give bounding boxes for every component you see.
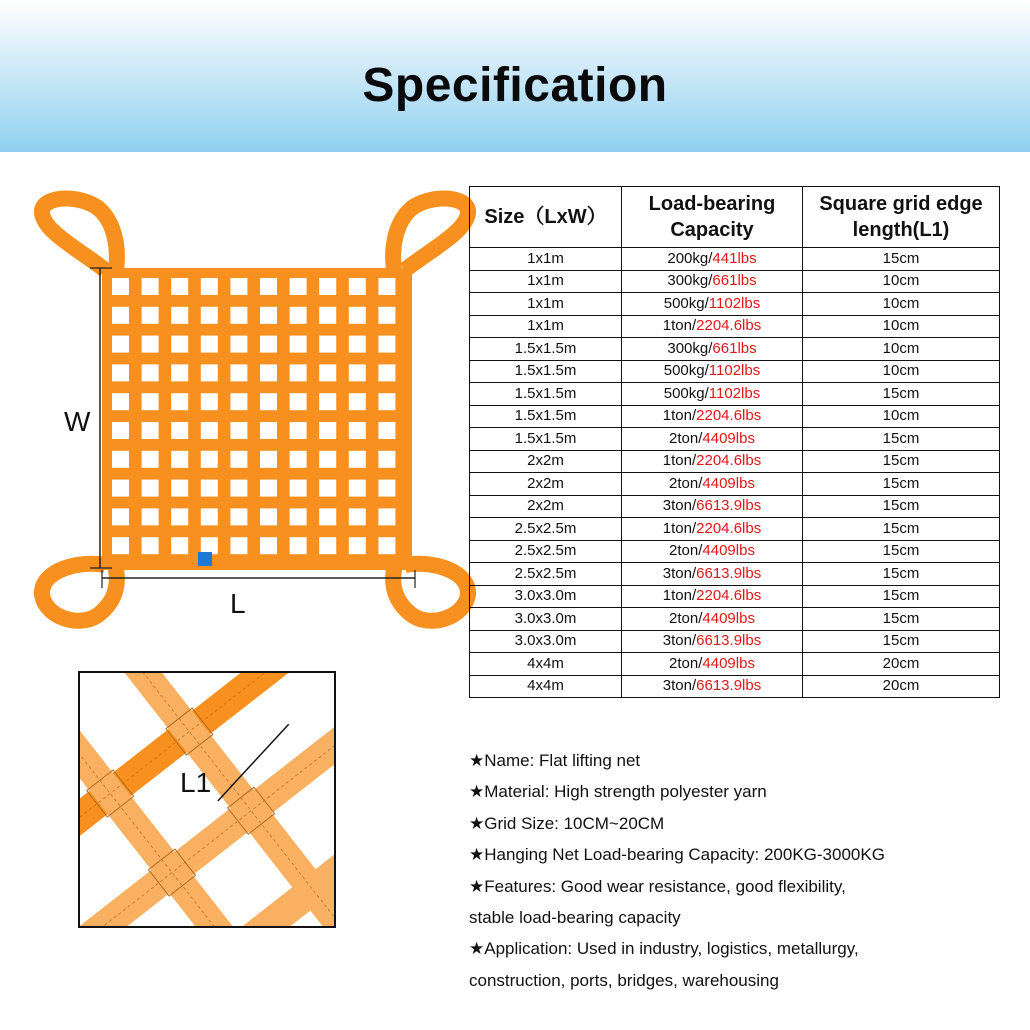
table-row (470, 563, 1000, 586)
size-cell: 2.5x2.5m (470, 540, 622, 563)
grid-cell: 10cm (803, 270, 1000, 293)
capacity-metric: 3ton/ (662, 497, 697, 515)
net-hole (290, 508, 307, 525)
capacity-metric: 200kg/ (667, 249, 713, 267)
net-hole (349, 422, 366, 439)
capacity-cell (622, 585, 803, 608)
capacity-lbs: 661lbs (712, 272, 757, 290)
net-hole (112, 364, 129, 381)
capacity-cell (622, 653, 803, 676)
capacity-cell (622, 270, 803, 293)
capacity-lbs: 6613.9lbs (696, 632, 762, 650)
lifting-net-image (20, 190, 490, 650)
net-hole (319, 307, 336, 324)
table-row (470, 518, 1000, 541)
size-cell: 1.5x1.5m (470, 338, 622, 361)
net-hole (230, 480, 247, 497)
size-cell: 1.5x1.5m (470, 360, 622, 383)
net-hole (319, 537, 336, 554)
header-grid: Square grid edge length(L1) (803, 187, 1000, 248)
size-cell: 3.0x3.0m (470, 585, 622, 608)
net-hole (142, 451, 159, 468)
net-hole (290, 393, 307, 410)
grid-cell: 15cm (803, 450, 1000, 473)
size-cell: 1x1m (470, 293, 622, 316)
table-row (470, 495, 1000, 518)
net-hole (171, 364, 188, 381)
feature-capacity: ★Hanging Net Load-bearing Capacity: 200KG-3000KG (469, 845, 885, 865)
grid-cell: 10cm (803, 293, 1000, 316)
net-hole (378, 307, 395, 324)
grid-cell: 15cm (803, 428, 1000, 451)
table-row (470, 383, 1000, 406)
size-cell: 1.5x1.5m (470, 383, 622, 406)
grid-cell: 10cm (803, 338, 1000, 361)
table-row (470, 653, 1000, 676)
net-hole (349, 307, 366, 324)
net-hole (260, 451, 277, 468)
size-cell: 4x4m (470, 653, 622, 676)
net-hole (349, 364, 366, 381)
capacity-lbs: 4409lbs (702, 474, 755, 492)
feature-application: ★Application: Used in industry, logistics, metallurgy, (469, 939, 859, 959)
net-hole (171, 480, 188, 497)
net-hole (201, 393, 218, 410)
net-hole (112, 508, 129, 525)
net-hole (171, 422, 188, 439)
net-hole (201, 364, 218, 381)
net-hole (171, 307, 188, 324)
size-cell: 4x4m (470, 675, 622, 698)
net-hole (171, 393, 188, 410)
net-hole (112, 537, 129, 554)
size-cell: 1.5x1.5m (470, 428, 622, 451)
table-row (470, 428, 1000, 451)
capacity-cell (622, 450, 803, 473)
net-hole (290, 422, 307, 439)
grid-cell: 10cm (803, 360, 1000, 383)
feature-name: ★Name: Flat lifting net (469, 751, 641, 770)
size-cell: 2x2m (470, 450, 622, 473)
capacity-lbs: 1102lbs (708, 384, 761, 402)
net-hole (171, 278, 188, 295)
net-hole (349, 336, 366, 353)
net-hole (230, 451, 247, 468)
net-hole (319, 451, 336, 468)
size-cell: 3.0x3.0m (470, 630, 622, 653)
capacity-cell (622, 428, 803, 451)
capacity-cell (622, 293, 803, 316)
capacity-metric: 300kg/ (667, 272, 713, 290)
net-hole (290, 364, 307, 381)
table-row (470, 473, 1000, 496)
grid-cell: 15cm (803, 383, 1000, 406)
grid-cell: 15cm (803, 473, 1000, 496)
capacity-lbs: 1102lbs (708, 362, 761, 380)
net-hole (349, 278, 366, 295)
capacity-cell (622, 383, 803, 406)
net-hole (201, 508, 218, 525)
net-hole (319, 422, 336, 439)
grid-detail-drawing (80, 673, 334, 926)
net-hole (260, 537, 277, 554)
net-hole (142, 364, 159, 381)
net-hole (201, 278, 218, 295)
capacity-cell (622, 608, 803, 631)
capacity-metric: 1ton/ (662, 452, 697, 470)
net-hole (260, 364, 277, 381)
capacity-cell (622, 495, 803, 518)
capacity-cell (622, 405, 803, 428)
capacity-metric: 2ton/ (669, 542, 703, 560)
net-hole (142, 278, 159, 295)
capacity-lbs: 4409lbs (702, 542, 755, 560)
capacity-lbs: 2204.6lbs (696, 519, 762, 537)
net-hole (171, 508, 188, 525)
net-hole (349, 508, 366, 525)
capacity-metric: 1ton/ (662, 407, 697, 425)
page-title: Specification (362, 59, 668, 112)
capacity-metric: 2ton/ (669, 474, 703, 492)
net-hole (142, 336, 159, 353)
grid-cell: 10cm (803, 405, 1000, 428)
net-hole (260, 336, 277, 353)
net-hole (142, 480, 159, 497)
net-hole (230, 364, 247, 381)
capacity-lbs: 4409lbs (702, 609, 755, 627)
capacity-metric: 3ton/ (662, 677, 697, 695)
capacity-metric: 3ton/ (662, 564, 697, 582)
net-hole (201, 451, 218, 468)
net-hole (378, 422, 395, 439)
capacity-cell (622, 675, 803, 698)
net-hole (260, 307, 277, 324)
capacity-lbs: 4409lbs (702, 654, 755, 672)
size-cell: 2.5x2.5m (470, 563, 622, 586)
feature-features: ★Features: Good wear resistance, good flexibility, (469, 876, 846, 896)
grid-cell: 20cm (803, 653, 1000, 676)
size-cell: 2x2m (470, 495, 622, 518)
capacity-lbs: 441lbs (712, 249, 757, 267)
capacity-cell (622, 630, 803, 653)
capacity-metric: 1ton/ (662, 317, 697, 335)
capacity-lbs: 6613.9lbs (696, 497, 762, 515)
width-label: W (64, 406, 91, 437)
header-size: Size（LxW） (470, 187, 622, 248)
net-hole (378, 364, 395, 381)
net-hole (230, 336, 247, 353)
net-hole (290, 480, 307, 497)
table-row (470, 540, 1000, 563)
net-hole (201, 307, 218, 324)
table-row (470, 293, 1000, 316)
size-cell: 1x1m (470, 270, 622, 293)
capacity-metric: 500kg/ (663, 362, 709, 380)
net-hole (290, 537, 307, 554)
net-hole (378, 508, 395, 525)
net-hole (201, 336, 218, 353)
net-hole (201, 537, 218, 554)
table-row (470, 630, 1000, 653)
header-capacity: Load-bearing Capacity (622, 187, 803, 248)
net-hole (112, 422, 129, 439)
capacity-lbs: 1102lbs (708, 294, 761, 312)
net-hole (171, 336, 188, 353)
net-hole (378, 537, 395, 554)
table-row (470, 315, 1000, 338)
capacity-cell (622, 360, 803, 383)
size-cell: 1x1m (470, 315, 622, 338)
table-row (470, 338, 1000, 361)
net-hole (112, 336, 129, 353)
l1-label: L1 (180, 767, 212, 798)
net-hole (319, 364, 336, 381)
net-hole (230, 508, 247, 525)
feature-material: ★Material: High strength polyester yarn (469, 782, 767, 802)
net-hole (112, 307, 129, 324)
header-banner (0, 0, 1030, 152)
net-hole (319, 480, 336, 497)
net-hole (290, 451, 307, 468)
net-hole (142, 307, 159, 324)
feature-list (469, 745, 1009, 996)
net-hole (230, 537, 247, 554)
capacity-cell (622, 540, 803, 563)
net-hole (112, 451, 129, 468)
capacity-lbs: 2204.6lbs (696, 587, 762, 605)
net-hole (319, 336, 336, 353)
table-row (470, 450, 1000, 473)
capacity-lbs: 2204.6lbs (696, 452, 762, 470)
capacity-cell (622, 473, 803, 496)
net-hole (112, 480, 129, 497)
net-hole (378, 278, 395, 295)
net-hole (319, 393, 336, 410)
capacity-lbs: 6613.9lbs (696, 677, 762, 695)
net-hole (142, 393, 159, 410)
table-row (470, 608, 1000, 631)
net-hole (349, 393, 366, 410)
net-hole (378, 336, 395, 353)
net-hole (201, 422, 218, 439)
net-hole (112, 393, 129, 410)
capacity-lbs: 661lbs (712, 339, 757, 357)
net-hole (201, 480, 218, 497)
net-hole (112, 278, 129, 295)
capacity-metric: 2ton/ (669, 609, 703, 627)
capacity-cell (622, 563, 803, 586)
capacity-cell (622, 518, 803, 541)
net-hole (378, 451, 395, 468)
capacity-lbs: 2204.6lbs (696, 407, 762, 425)
capacity-metric: 500kg/ (663, 294, 709, 312)
table-row (470, 360, 1000, 383)
net-hole (290, 336, 307, 353)
table-row (470, 585, 1000, 608)
capacity-lbs: 2204.6lbs (696, 317, 762, 335)
table-row (470, 270, 1000, 293)
capacity-lbs: 4409lbs (702, 429, 755, 447)
size-cell: 1.5x1.5m (470, 405, 622, 428)
capacity-cell (622, 338, 803, 361)
net-hole (349, 451, 366, 468)
net-hole (142, 508, 159, 525)
grid-cell: 15cm (803, 585, 1000, 608)
net-hole (230, 422, 247, 439)
grid-cell: 15cm (803, 495, 1000, 518)
capacity-metric: 1ton/ (662, 587, 697, 605)
table-row (470, 405, 1000, 428)
capacity-metric: 500kg/ (663, 384, 709, 402)
grid-cell: 10cm (803, 315, 1000, 338)
net-hole (230, 278, 247, 295)
grid-cell: 15cm (803, 518, 1000, 541)
net-hole (260, 422, 277, 439)
grid-cell: 20cm (803, 675, 1000, 698)
grid-cell: 15cm (803, 248, 1000, 271)
net-hole (230, 307, 247, 324)
net-hole (378, 480, 395, 497)
feature-grid-size: ★Grid Size: 10CM~20CM (469, 813, 665, 833)
net-hole (378, 393, 395, 410)
length-label: L (230, 588, 246, 619)
net-hole (171, 537, 188, 554)
net-hole (260, 393, 277, 410)
capacity-metric: 3ton/ (662, 632, 697, 650)
spec-table (469, 186, 1000, 698)
capacity-metric: 1ton/ (662, 519, 697, 537)
grid-cell: 15cm (803, 608, 1000, 631)
net-hole (290, 278, 307, 295)
net-hole (260, 508, 277, 525)
size-cell: 1x1m (470, 248, 622, 271)
capacity-metric: 2ton/ (669, 654, 703, 672)
grid-detail-image (78, 671, 336, 928)
grid-cell: 15cm (803, 540, 1000, 563)
net-hole (319, 278, 336, 295)
feature-features-cont: stable load-bearing capacity (469, 908, 681, 928)
grid-cell: 15cm (803, 630, 1000, 653)
net-hole (260, 278, 277, 295)
net-hole (349, 537, 366, 554)
feature-application-cont: construction, ports, bridges, warehousing (469, 970, 779, 990)
capacity-cell (622, 315, 803, 338)
size-cell: 3.0x3.0m (470, 608, 622, 631)
table-header-row (470, 187, 1000, 248)
net-hole (290, 307, 307, 324)
table-row (470, 248, 1000, 271)
capacity-metric: 2ton/ (669, 429, 703, 447)
capacity-cell (622, 248, 803, 271)
net-hole (142, 422, 159, 439)
net-hole (319, 508, 336, 525)
size-cell: 2.5x2.5m (470, 518, 622, 541)
net-hole (142, 537, 159, 554)
net-hole (230, 393, 247, 410)
capacity-lbs: 6613.9lbs (696, 564, 762, 582)
grid-cell: 15cm (803, 563, 1000, 586)
capacity-metric: 300kg/ (667, 339, 713, 357)
net-hole (349, 480, 366, 497)
net-hole (260, 480, 277, 497)
net-hole (171, 451, 188, 468)
size-cell: 2x2m (470, 473, 622, 496)
table-row (470, 675, 1000, 698)
